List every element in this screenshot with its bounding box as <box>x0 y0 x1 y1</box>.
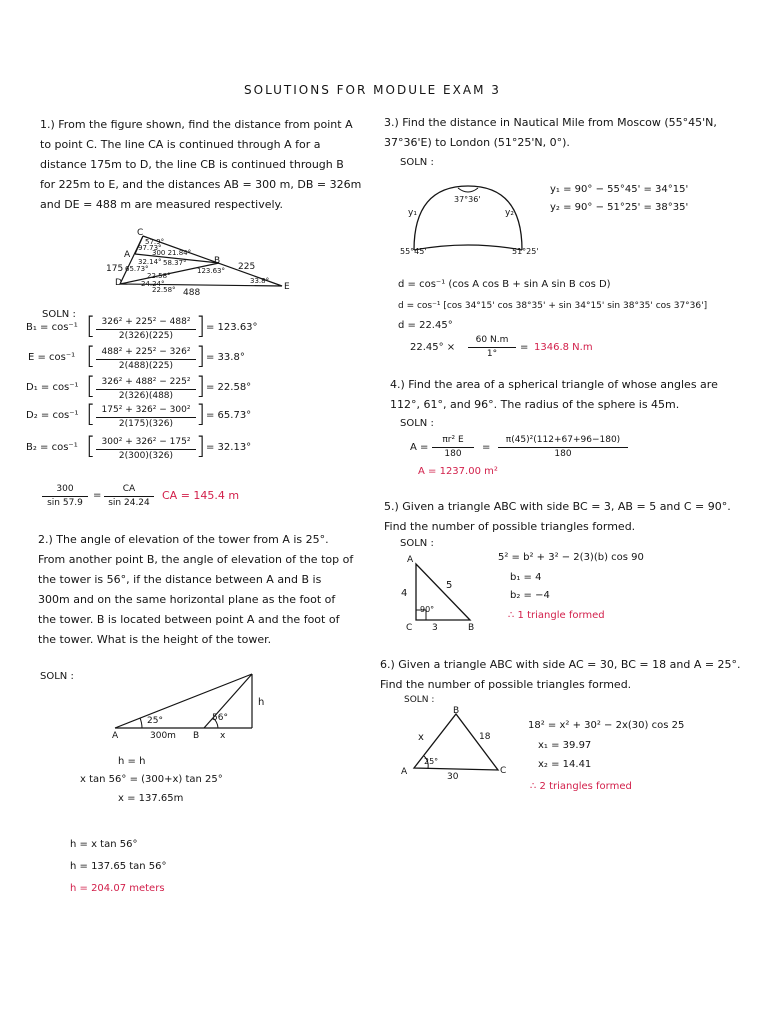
fig2-label-b: B <box>193 731 200 741</box>
p1-eq2-den: 2(488)(225) <box>118 361 174 371</box>
p2-line-3: x = 137.65m <box>118 793 184 804</box>
p1-law-frac-2 <box>104 483 154 510</box>
p1-eq4-fraction <box>96 404 196 431</box>
p1-eq2-lhs: E = cos⁻¹ <box>28 352 76 363</box>
p6-equation: 18² = x² + 30² − 2x(30) cos 25 <box>528 720 685 731</box>
problem-4-question: 4.) Find the area of a spherical triangle of whose angles are 112°, 61°, and 96°. The radius of the sphere is 45m. <box>390 378 718 411</box>
fig1-angle-9: 33.8° <box>250 277 270 285</box>
p4-fraction-1 <box>432 434 474 461</box>
p3-conv-num: 60 N.m <box>468 334 516 348</box>
p1-eq3-lhs: D₁ = cos⁻¹ <box>26 382 79 393</box>
p3-y1: y₁ = 90° − 55°45' = 34°15' <box>550 184 689 195</box>
fig3-angle-right: 51°25' <box>512 247 539 256</box>
fig5-label-a: A <box>407 555 414 565</box>
problem-1-question: 1.) From the figure shown, find the distance from point A to point C. The line CA is continued through A for a distance 175m to D, the line CB is continued through B for 225m to E, and the distances AB = 300 m, DB = 326m and DE = 488 m are measured respectively. <box>40 118 362 211</box>
fig1-angle-2: 97.73° <box>138 244 162 252</box>
fig6-angle-25: 25° <box>424 757 439 766</box>
p1-law-den-1: sin 57.9 <box>47 498 83 508</box>
problem-2-answer: h = 204.07 meters <box>70 883 165 894</box>
p1-law-den-2: sin 24.24 <box>108 498 150 508</box>
fig1-label-c: C <box>137 228 144 238</box>
fig5-label-b: B <box>468 623 475 633</box>
fig2-label-h: h <box>258 697 265 708</box>
p1-law-equals: = <box>93 490 102 501</box>
fig1-side-175: 175 <box>106 264 124 274</box>
p1-eq4-bracket-l: [ <box>86 400 96 428</box>
p1-eq1-bracket-r: ] <box>196 312 206 340</box>
p4-fraction-2 <box>498 434 628 461</box>
p1-eq3-den: 2(326)(488) <box>118 391 174 401</box>
p1-eq3-bracket-l: [ <box>86 372 96 400</box>
p1-law-num-1: 300 <box>42 483 88 497</box>
fig3-angle-left: 55°45' <box>400 247 427 256</box>
fig1-angle-6: 65.73° <box>125 265 149 273</box>
p5-b2: b₂ = −4 <box>510 590 550 601</box>
p3-conv-lhs: 22.45° × <box>410 342 456 353</box>
problem-6-soln-label: SOLN : <box>404 695 435 705</box>
fig6-label-b: B <box>453 706 460 716</box>
fig5-side-4: 4 <box>401 588 408 599</box>
p1-eq1-bracket-l: [ <box>86 312 96 340</box>
p1-eq4-num: 175² + 326² − 300² <box>96 404 196 418</box>
fig2-label-x: x <box>220 731 226 741</box>
problem-2-question: 2.) The angle of elevation of the tower from A is 25°. From another point B, the angle of elevation of the top of the tower is 56°, if the distance between A and B is 300m and on the same horizontal plane as the foot of the tower. B is located between point A and the foot of the tower. What is the height of the tower. <box>38 533 354 646</box>
problem-5-question: 5.) Given a triangle ABC with side BC = 3, AB = 5 and C = 90°. Find the number of possible triangles formed. <box>384 500 731 533</box>
p1-eq3-num: 326² + 488² − 225² <box>96 376 196 390</box>
p4-formula-equals: = <box>482 442 491 453</box>
problem-1-answer: CA = 145.4 m <box>162 489 240 502</box>
p3-conv-den: 1° <box>486 349 498 359</box>
fig6-label-c: C <box>500 766 507 776</box>
page-title: SOLUTIONS FOR MODULE EXAM 3 <box>244 83 501 97</box>
problem-3-answer: 1346.8 N.m <box>534 342 593 353</box>
p4-formula-lhs: A = <box>410 442 429 453</box>
p3-d1: d = cos⁻¹ (cos A cos B + sin A sin B cos D) <box>398 279 611 290</box>
p1-eq2-bracket-r: ] <box>196 342 206 370</box>
fig1-angle-11: 22.58° <box>152 286 176 294</box>
problem-4-soln-label: SOLN : <box>400 418 434 429</box>
problem-2-soln-label: SOLN : <box>40 671 74 682</box>
p5-b1: b₁ = 4 <box>510 572 542 583</box>
fig5-side-3: 3 <box>432 623 438 633</box>
fig1-label-d: D <box>115 278 122 288</box>
p1-eq4-bracket-r: ] <box>196 400 206 428</box>
problem-6-figure <box>408 710 508 776</box>
p1-eq3-result: = 22.58° <box>206 382 252 393</box>
fig6-side-18: 18 <box>479 732 491 742</box>
p1-eq4-lhs: D₂ = cos⁻¹ <box>26 410 79 421</box>
fig1-label-e: E <box>284 282 290 292</box>
p1-eq5-bracket-l: [ <box>86 432 96 460</box>
fig1-angle-10: 24.24° <box>141 280 165 288</box>
problem-6-question: 6.) Given a triangle ABC with side AC = 30, BC = 18 and A = 25°. Find the number of possible triangles formed. <box>380 658 741 691</box>
problem-6-answer: ∴ 2 triangles formed <box>530 781 632 792</box>
p1-law-frac-1 <box>42 483 88 510</box>
p1-eq1-num: 326² + 225² − 488² <box>96 316 196 330</box>
p2-line-4: h = x tan 56° <box>70 839 138 850</box>
fig1-angle-5: 58.37° <box>163 259 187 267</box>
problem-1-soln-label: SOLN : <box>42 309 76 320</box>
fig2-angle-25: 25° <box>147 716 163 726</box>
problem-3-soln-label: SOLN : <box>400 157 434 168</box>
fig5-angle-90: 90° <box>420 605 435 614</box>
p1-eq5-bracket-r: ] <box>196 432 206 460</box>
fig1-angle-8: 22.58° <box>147 272 171 280</box>
fig1-angle-1: 57.9° <box>145 238 165 246</box>
p1-eq5-den: 2(300)(326) <box>118 451 174 461</box>
p1-eq2-result: = 33.8° <box>206 352 245 363</box>
fig3-angle-top: 37°36' <box>454 195 481 204</box>
fig5-label-c: C <box>406 623 413 633</box>
p3-d3: d = 22.45° <box>398 320 453 331</box>
fig2-angle-56: 56° <box>212 713 228 723</box>
p6-x1: x₁ = 39.97 <box>538 740 592 751</box>
fig2-label-300m: 300m <box>150 731 176 741</box>
p1-eq1-lhs: B₁ = cos⁻¹ <box>26 322 78 333</box>
fig1-side-488: 488 <box>183 288 201 298</box>
p3-d2: d = cos⁻¹ [cos 34°15' cos 38°35' + sin 34°15' sin 38°35' cos 37°36'] <box>398 301 708 311</box>
p1-eq5-result: = 32.13° <box>206 442 252 453</box>
fig1-angle-7: 123.63° <box>197 267 225 275</box>
p1-eq5-lhs: B₂ = cos⁻¹ <box>26 442 78 453</box>
p1-eq3-fraction <box>96 376 196 403</box>
p4-num-1: πr² E <box>432 434 474 448</box>
p4-num-2: π(45)²(112+67+96−180) <box>498 434 628 448</box>
p4-den-1: 180 <box>444 449 462 459</box>
p3-y2: y₂ = 90° − 51°25' = 38°35' <box>550 202 689 213</box>
p1-eq5-num: 300² + 326² − 175² <box>96 436 196 450</box>
p2-line-2: x tan 56° = (300+x) tan 25° <box>80 774 223 785</box>
p1-eq1-result: = 123.63° <box>206 322 258 333</box>
problem-3-question: 3.) Find the distance in Nautical Mile from Moscow (55°45'N, 37°36'E) to London (51°25'N, 0°). <box>384 116 717 149</box>
problem-5-soln-label: SOLN : <box>400 538 434 549</box>
problem-4-answer: A = 1237.00 m² <box>418 466 498 477</box>
p1-eq2-fraction <box>96 346 196 373</box>
problem-5-answer: ∴ 1 triangle formed <box>508 610 605 621</box>
p1-eq4-den: 2(175)(326) <box>118 419 174 429</box>
p1-eq4-result: = 65.73° <box>206 410 252 421</box>
fig6-label-a: A <box>401 767 408 777</box>
p1-eq5-fraction <box>96 436 196 463</box>
fig6-label-x: x <box>418 732 424 743</box>
p3-conv-equals: = <box>520 342 529 353</box>
fig1-label-b: B <box>214 256 221 266</box>
fig1-angle-4: 32.14° <box>138 258 162 266</box>
p2-line-1: h = h <box>118 756 146 767</box>
p4-den-2: 180 <box>554 449 572 459</box>
fig6-side-30: 30 <box>447 772 459 782</box>
p1-eq2-num: 488² + 225² − 326² <box>96 346 196 360</box>
fig2-label-a: A <box>112 731 119 741</box>
p6-x2: x₂ = 14.41 <box>538 759 592 770</box>
problem-5-figure <box>410 560 480 626</box>
fig3-label-y2: y₂ <box>505 208 514 218</box>
fig1-side-225: 225 <box>238 262 256 272</box>
p3-conv-fraction <box>468 334 516 361</box>
p1-eq3-bracket-r: ] <box>196 372 206 400</box>
p1-eq1-fraction <box>96 316 196 343</box>
p2-line-5: h = 137.65 tan 56° <box>70 861 167 872</box>
fig1-label-a: A <box>124 250 131 260</box>
fig3-label-y1: y₁ <box>408 208 417 218</box>
problem-2-figure <box>110 670 270 732</box>
p1-law-num-2: CA <box>104 483 154 497</box>
p1-eq2-bracket-l: [ <box>86 342 96 370</box>
fig5-side-5: 5 <box>446 580 453 591</box>
fig1-angle-3: 300 21.84° <box>152 249 192 257</box>
p5-equation: 5² = b² + 3² − 2(3)(b) cos 90 <box>498 552 644 563</box>
p1-eq1-den: 2(326)(225) <box>118 331 174 341</box>
